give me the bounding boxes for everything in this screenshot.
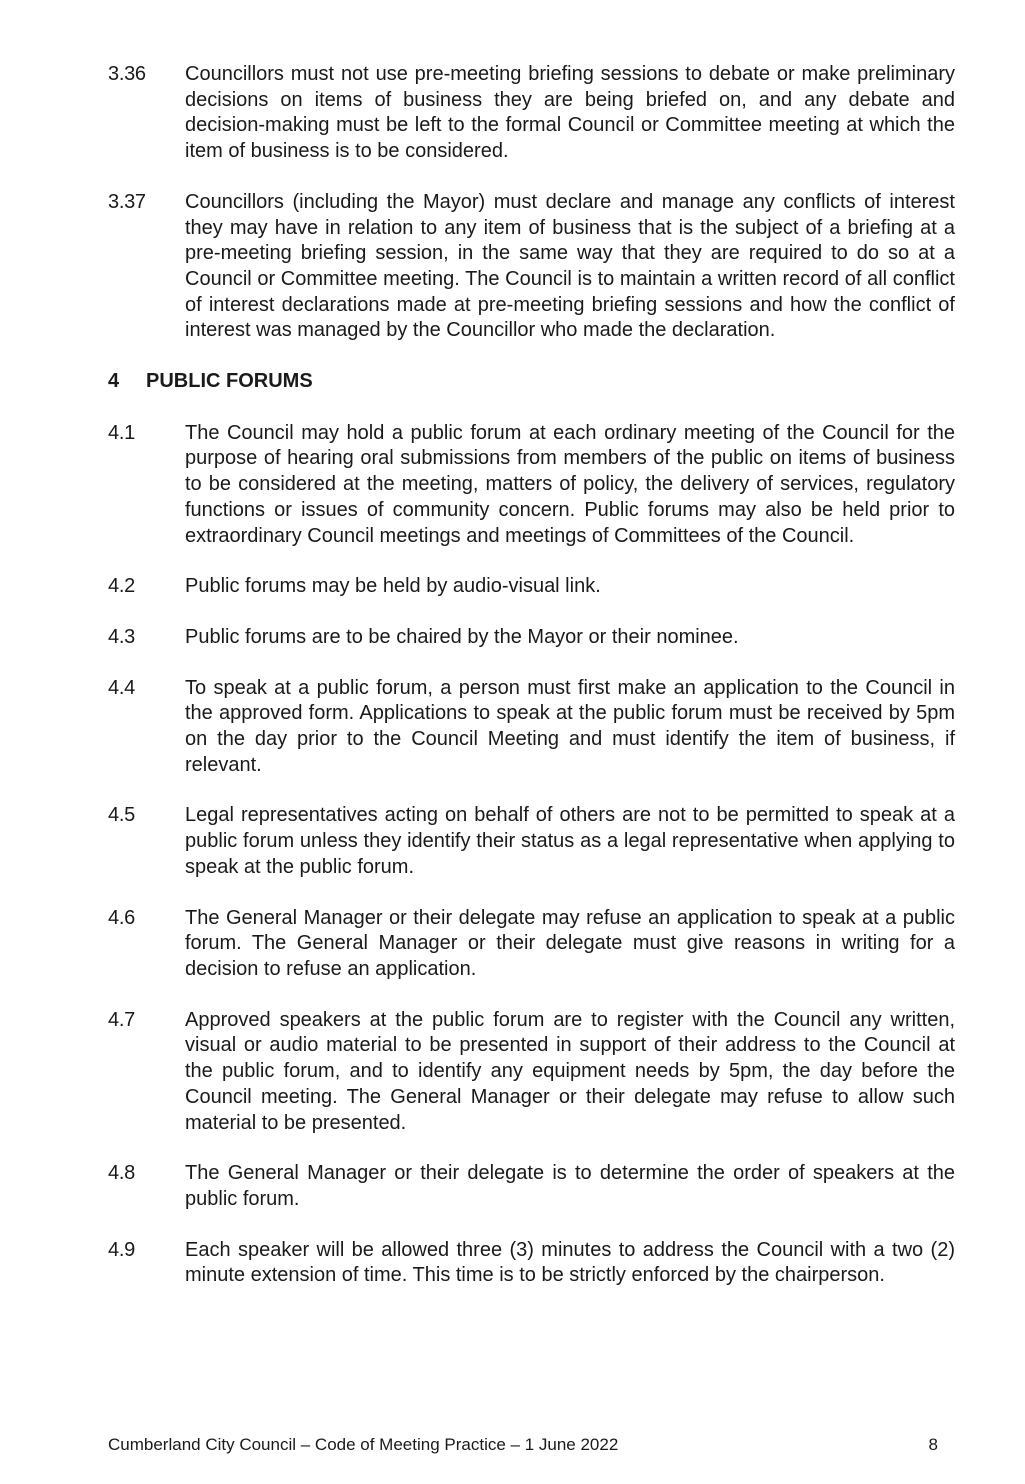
clause-4-2 bbox=[108, 574, 955, 600]
clause-text: The General Manager or their delegate may refuse an application to speak at a public forum. The General Manager or their delegate must give reasons in writing for a decision to refuse an application. bbox=[185, 906, 955, 980]
clause-text: Legal representatives acting on behalf of others are not to be permitted to speak at a public forum unless they identify their status as a legal representative when applying to speak at the public forum. bbox=[185, 804, 955, 878]
clause-number: 3.37 bbox=[108, 190, 146, 213]
clause-number: 4.8 bbox=[108, 1162, 135, 1185]
clause-number: 4.5 bbox=[108, 804, 135, 827]
clause-number: 4.7 bbox=[108, 1008, 135, 1031]
clause-4-9 bbox=[108, 1238, 955, 1289]
clause-4-8 bbox=[108, 1161, 955, 1212]
clause-3-37 bbox=[108, 190, 955, 344]
clause-text: Each speaker will be allowed three (3) minutes to address the Council with a two (2) minute extension of time. This time is to be strictly enforced by the chairperson. bbox=[185, 1238, 955, 1287]
clause-text: To speak at a public forum, a person must first make an application to the Council in the approved form. Applications to speak at the public forum must be received by 5pm on the day prior to the Council Meeting and must identify the item of business, if relevant. bbox=[185, 676, 955, 776]
clause-4-1 bbox=[108, 421, 955, 550]
section-title: PUBLIC FORUMS bbox=[146, 370, 313, 393]
clause-number: 4.3 bbox=[108, 625, 135, 648]
page-number: 8 bbox=[928, 1435, 938, 1454]
clause-text: Approved speakers at the public forum are to register with the Council any written, visual or audio material to be presented in support of their address to the Council at the public forum, and to identify any equipment needs by 5pm, the day before the Council meeting. The General Manager or their delegate may refuse to allow such material to be presented. bbox=[185, 1008, 955, 1134]
clause-number: 4.6 bbox=[108, 906, 135, 929]
clause-number: 4.1 bbox=[108, 421, 135, 444]
clause-text: Public forums may be held by audio-visual link. bbox=[185, 575, 601, 598]
clause-number: 4.2 bbox=[108, 575, 135, 598]
clause-number: 4.9 bbox=[108, 1238, 135, 1261]
clause-text: The Council may hold a public forum at each ordinary meeting of the Council for the purpose of hearing oral submissions from members of the public on items of business to be considered at the meeting, matters of policy, the delivery of services, regulatory functions or issues of community concern. Public forums may also be held prior to extraordinary Council meetings and meetings of Committees of the Council. bbox=[185, 421, 955, 547]
clause-text: Councillors must not use pre-meeting briefing sessions to debate or make preliminary decisions on items of business they are being briefed on, and any debate and decision-making must be left to the formal Council or Committee meeting at which the item of business is to be considered. bbox=[185, 63, 955, 163]
section-heading bbox=[108, 369, 955, 395]
clause-4-5 bbox=[108, 803, 955, 880]
document-body bbox=[108, 62, 955, 1314]
clause-4-7 bbox=[108, 1008, 955, 1137]
clause-4-6 bbox=[108, 906, 955, 983]
clause-4-4 bbox=[108, 676, 955, 779]
section-number: 4 bbox=[108, 370, 120, 393]
clause-4-3 bbox=[108, 625, 955, 651]
page-footer bbox=[108, 1434, 938, 1456]
clause-3-36 bbox=[108, 62, 955, 165]
clause-text: The General Manager or their delegate is to determine the order of speakers at the public forum. bbox=[185, 1162, 955, 1210]
footer-document-title: Cumberland City Council – Code of Meeting Practice – 1 June 2022 bbox=[108, 1435, 619, 1454]
clause-number: 4.4 bbox=[108, 676, 135, 699]
clause-text: Public forums are to be chaired by the Mayor or their nominee. bbox=[185, 625, 739, 648]
clause-text: Councillors (including the Mayor) must declare and manage any conflicts of interest they may have in relation to any item of business that is the subject of a briefing at a pre-meeting briefing session, in the same way that they are required to do so at a Council or Committee meeting. The Council is to maintain a written record of all conflict of interest declarations made at pre-meeting briefing sessions and how the conflict of interest was managed by the Councillor who made the declaration. bbox=[185, 190, 955, 342]
clause-number: 3.36 bbox=[108, 63, 146, 85]
